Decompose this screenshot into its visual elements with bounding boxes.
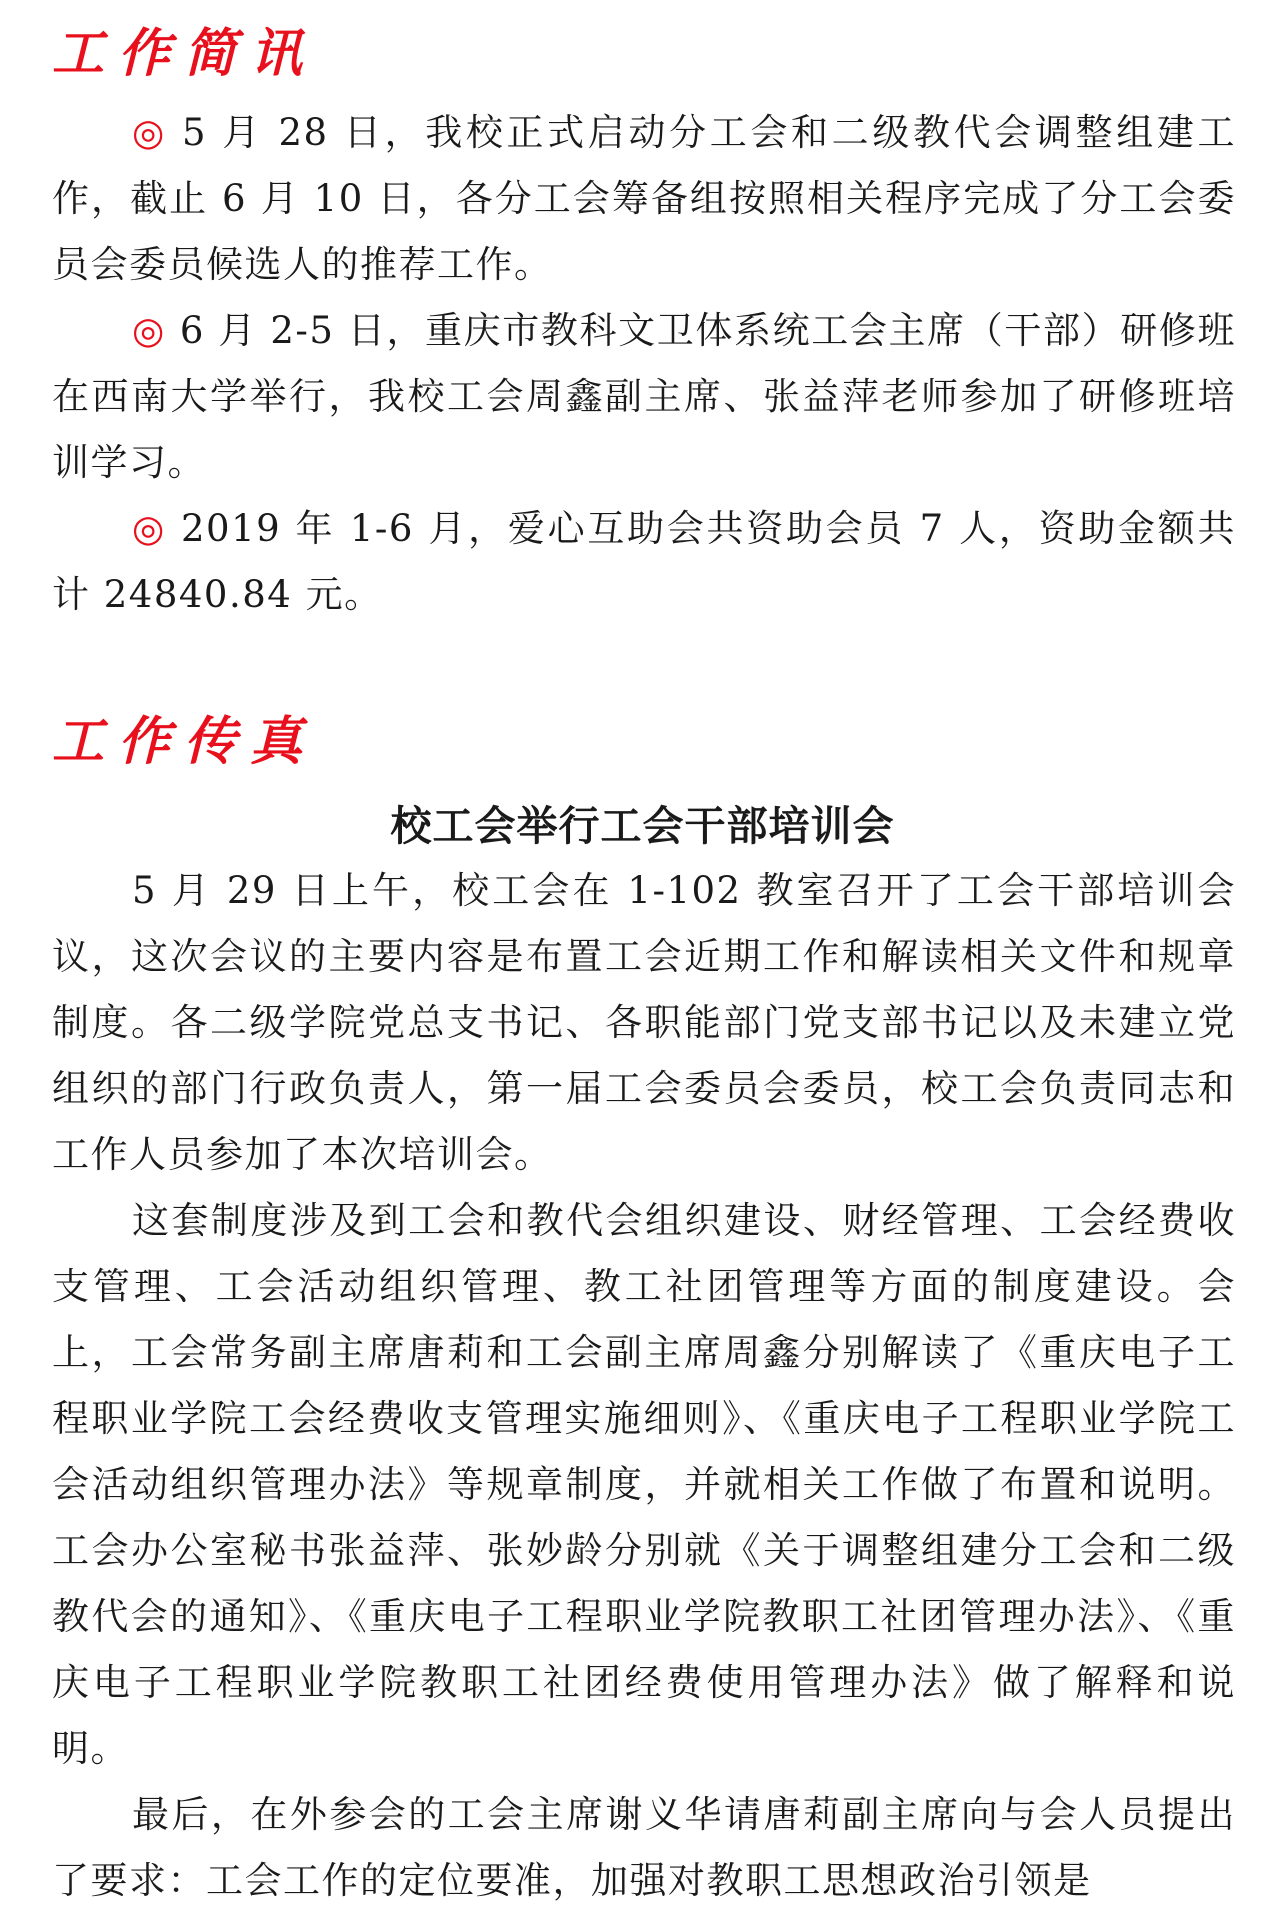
article-paragraph: 最后，在外参会的工会主席谢义华请唐莉副主席向与会人员提出了要求：工会工作的定位要准，加强对教职工思想政治引领是 — [52, 1793, 1236, 1902]
section-heading-fax: 工作传真 — [52, 712, 317, 772]
brief-item — [52, 298, 1236, 496]
brief-item — [52, 100, 1236, 298]
briefs-list — [52, 100, 1236, 628]
double-circle-bullet-icon: ◎ — [132, 507, 168, 550]
brief-text: 2019 年 1-6 月，爱心互助会共资助会员 7 人，资助金额共计 24840.84 元。 — [52, 507, 1236, 616]
brief-text: 5 月 28 日，我校正式启动分工会和二级教代会调整组建工作，截止 6 月 10 日，各分工会筹备组按照相关程序完成了分工会委员会委员候选人的推荐工作。 — [52, 111, 1236, 286]
section-heading-briefs: 工作简讯 — [52, 24, 317, 84]
article-body — [52, 858, 1236, 1914]
brief-item — [52, 496, 1236, 628]
article-paragraph: 这套制度涉及到工会和教代会组织建设、财经管理、工会经费收支管理、工会活动组织管理、教工社团管理等方面的制度建设。会上，工会常务副主席唐莉和工会副主席周鑫分别解读了《重庆电子工程职业学院工会经费收支管理实施细则》、《重庆电子工程职业学院工会活动组织管理办法》等规章制度，并就相关工作做了布置和说明。工会办公室秘书张益萍、张妙龄分别就《关于调整组建分工会和二级教代会的通知》、《重庆电子工程职业学院教职工社团管理办法》、《重庆电子工程职业学院教职工社团经费使用管理办法》做了解释和说明。 — [52, 1199, 1236, 1770]
double-circle-bullet-icon: ◎ — [132, 111, 168, 154]
article-title: 校工会举行工会干部培训会 — [390, 802, 895, 850]
brief-text: 6 月 2-5 日，重庆市教科文卫体系统工会主席（干部）研修班在西南大学举行，我校工会周鑫副主席、张益萍老师参加了研修班培训学习。 — [52, 309, 1237, 484]
double-circle-bullet-icon: ◎ — [132, 309, 166, 352]
article-paragraph: 5 月 29 日上午，校工会在 1-102 教室召开了工会干部培训会议，这次会议的主要内容是布置工会近期工作和解读相关文件和规章制度。各二级学院党总支书记、各职能部门党支部书记以及未建立党组织的部门行政负责人，第一届工会委员会委员，校工会负责同志和工作人员参加了本次培训会。 — [52, 869, 1236, 1176]
